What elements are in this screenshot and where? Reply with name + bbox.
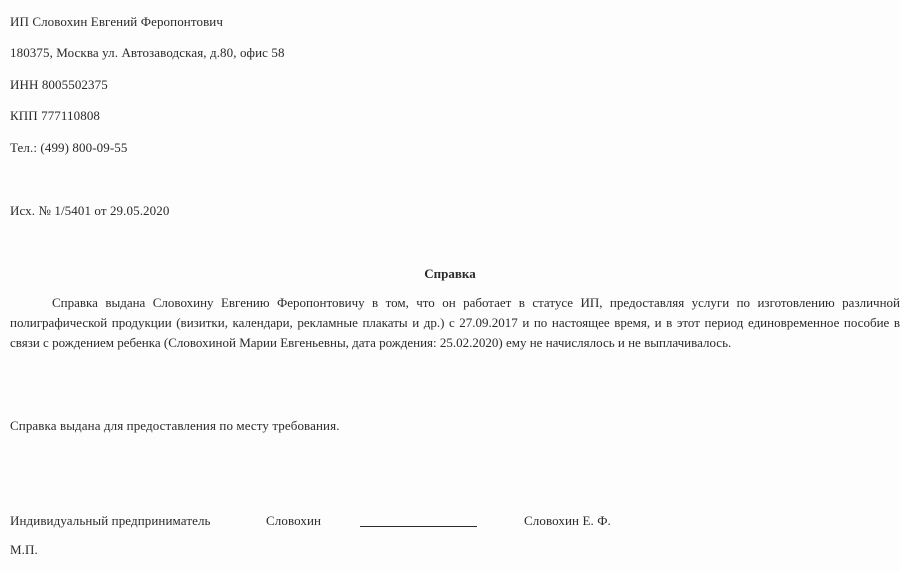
outgoing-reference: Исх. № 1/5401 от 29.05.2020: [10, 203, 170, 218]
signature-text: Словохин: [266, 513, 322, 528]
signatory-full-name: Словохин Е. Ф.: [524, 513, 611, 528]
stamp-placeholder: М.П.: [10, 542, 38, 557]
document-body-text: Справка выдана Словохину Евгению Феропонтовичу в том, что он работает в статусе ИП, предоставляя услуги по изготовлению различной полиграфической продукции (визитки, календари, рекламные плакаты и др.) с 27.09.2017 и по настоящее время, и в этот период единовременное пособие в связи с рождением ребенка (Словохиной Марии Евгеньевны, дата рождения: 25.02.2020) ему не начислялось и не выплачивалось.: [10, 295, 900, 350]
signature-line: [360, 526, 477, 527]
purpose-statement: Справка выдана для предоставления по месту требования.: [10, 418, 340, 433]
entrepreneur-name: ИП Словохин Евгений Феропонтович: [10, 14, 224, 29]
signatory-position: Индивидуальный предприниматель: [10, 513, 211, 528]
inn: ИНН 8005502375: [10, 77, 108, 92]
kpp: КПП 777110808: [10, 108, 101, 123]
document-body: [10, 293, 900, 353]
phone: Тел.: (499) 800-09-55: [10, 140, 128, 155]
document-title: Справка: [424, 266, 476, 281]
address: 180375, Москва ул. Автозаводская, д.80, офис 58: [10, 45, 285, 60]
